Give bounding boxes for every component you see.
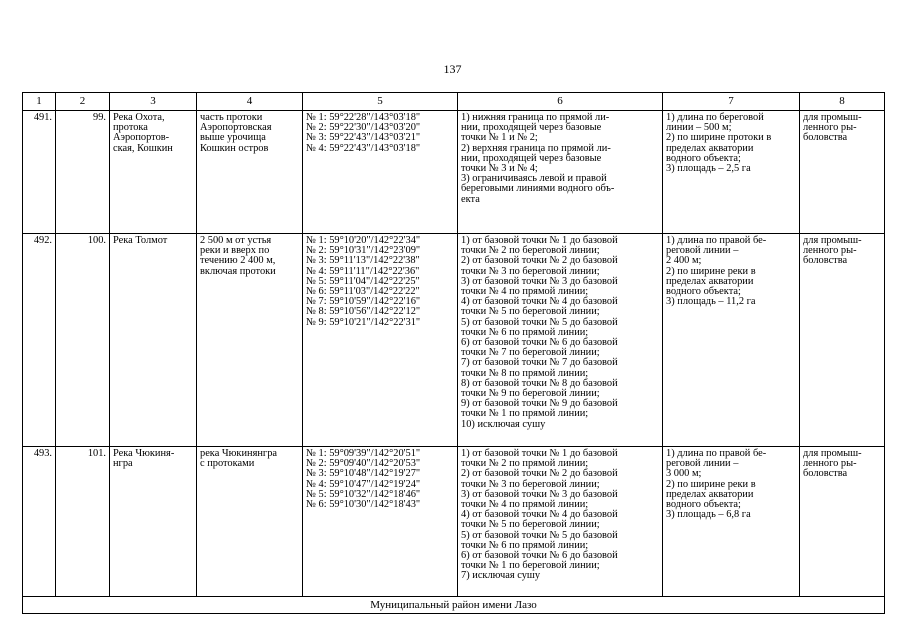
- table-row: [23, 111, 885, 234]
- cell-name-line: Аэропортов-: [113, 132, 170, 144]
- cell-boundaries-line: 5) от базовой точки № 5 до базовой: [461, 529, 618, 541]
- cell-size-line: 1) длина по правой бе-: [666, 448, 767, 459]
- cell-sub-no: 101.: [56, 447, 110, 597]
- cell-coordinates-line: № 3: 59°10'48"/142°19'27": [306, 468, 421, 480]
- cell-boundaries: [458, 447, 663, 597]
- cell-purpose: [800, 111, 885, 234]
- cell-size-line: 1) длина по береговой: [666, 112, 764, 123]
- cell-boundaries-line: 1) от базовой точки № 1 до базовой: [461, 448, 618, 459]
- cell-boundaries-line: 6) от базовой точки № 6 до базовой: [461, 550, 618, 562]
- cell-boundaries-line: точки № 3 по береговой линии;: [461, 478, 600, 490]
- cell-coordinates-line: № 5: 59°11'04"/142°22'25": [306, 275, 420, 287]
- cell-boundaries-line: 4) от базовой точки № 4 до базовой: [461, 509, 618, 521]
- cell-coordinates-line: № 9: 59°10'21"/142°22'31": [306, 316, 421, 328]
- cell-name: [110, 111, 197, 234]
- table-row: [23, 447, 885, 597]
- cell-name-line: Река Толмот: [113, 235, 168, 246]
- cell-location: [197, 447, 303, 597]
- column-header-1: 1: [23, 93, 56, 111]
- cell-size-line: 3) площадь – 2,5 га: [666, 163, 751, 175]
- cell-name-line: Река Охота,: [113, 112, 165, 123]
- cell-boundaries-line: 4) от базовой точки № 4 до базовой: [461, 296, 618, 308]
- cell-size-line: 2 400 м;: [666, 255, 702, 267]
- cell-boundaries-line: 2) от базовой точки № 2 до базовой: [461, 468, 618, 480]
- cell-size: [663, 234, 800, 447]
- cell-boundaries-line: точки № 7 по береговой линии;: [461, 347, 600, 359]
- cell-size-line: реговой линии –: [666, 245, 739, 257]
- cell-purpose-line: для промыш-: [803, 235, 862, 246]
- cell-name: [110, 447, 197, 597]
- cell-coordinates-line: № 1: 59°22'28"/143°03'18": [306, 112, 421, 123]
- cell-purpose-line: боловства: [803, 255, 848, 267]
- cell-boundaries-line: точки № 5 по береговой линии;: [461, 306, 600, 318]
- cell-boundaries-line: точки № 9 по береговой линии;: [461, 388, 600, 400]
- cell-purpose-line: ленного ры-: [803, 122, 857, 134]
- cell-coordinates: [303, 111, 458, 234]
- column-header-5: 5: [303, 93, 458, 111]
- cell-no: 493.: [23, 447, 56, 597]
- cell-coordinates-line: № 3: 59°11'13"/142°22'38": [306, 255, 420, 267]
- cell-location-line: с протоками: [200, 458, 255, 470]
- cell-coordinates-line: № 2: 59°09'40"/142°20'53": [306, 458, 421, 470]
- cell-coordinates-line: № 2: 59°22'30"/143°03'20": [306, 122, 421, 134]
- cell-location: [197, 234, 303, 447]
- cell-boundaries-line: 9) от базовой точки № 9 до базовой: [461, 398, 618, 410]
- cell-purpose-line: ленного ры-: [803, 245, 857, 257]
- cell-size-line: 3) площадь – 11,2 га: [666, 296, 756, 308]
- cell-coordinates-line: № 4: 59°10'47"/142°19'24": [306, 478, 421, 490]
- cell-size-line: 3 000 м;: [666, 468, 702, 480]
- cell-boundaries-line: точки № 1 по береговой линии;: [461, 560, 600, 572]
- cell-size-line: водного объекта;: [666, 152, 741, 164]
- cell-name-line: нгра: [113, 458, 133, 470]
- cell-name: [110, 234, 197, 447]
- cell-coordinates: [303, 234, 458, 447]
- cell-boundaries-line: 1) от базовой точки № 1 до базовой: [461, 235, 618, 246]
- cell-size-line: 3) площадь – 6,8 га: [666, 509, 751, 521]
- cell-boundaries-line: 7) от базовой точки № 7 до базовой: [461, 357, 618, 369]
- cell-boundaries-line: 3) от базовой точки № 3 до базовой: [461, 275, 618, 287]
- cell-location-line: включая протоки: [200, 265, 276, 277]
- cell-location-line: 2 500 м от устья: [200, 235, 272, 246]
- cell-boundaries-line: точки № 2 по береговой линии;: [461, 245, 600, 257]
- cell-purpose: [800, 447, 885, 597]
- cell-boundaries-line: 2) верхняя граница по прямой ли-: [461, 142, 611, 154]
- cell-location: [197, 111, 303, 234]
- cell-name-line: Река Чюкиня-: [113, 448, 175, 459]
- cell-coordinates-line: № 4: 59°11'11"/142°22'36": [306, 265, 420, 277]
- cell-boundaries-line: нии, проходящей через базовые: [461, 122, 602, 134]
- cell-no: 492.: [23, 234, 56, 447]
- cell-boundaries-line: екта: [461, 193, 480, 205]
- column-header-3: 3: [110, 93, 197, 111]
- cell-location-line: выше урочища: [200, 132, 266, 144]
- cell-boundaries-line: точки № 6 по прямой линии;: [461, 326, 589, 338]
- cell-sub-no: 100.: [56, 234, 110, 447]
- cell-size-line: пределах акватории: [666, 142, 754, 154]
- cell-boundaries-line: нии, проходящей через базовые: [461, 152, 602, 164]
- cell-boundaries-line: точки № 4 по прямой линии;: [461, 286, 589, 298]
- table-row: [23, 234, 885, 447]
- cell-size-line: 2) по ширине реки в: [666, 265, 756, 277]
- cell-purpose: [800, 234, 885, 447]
- column-header-2: 2: [56, 93, 110, 111]
- cell-boundaries-line: точки № 5 по береговой линии;: [461, 519, 600, 531]
- cell-location-line: течению 2 400 м,: [200, 255, 276, 267]
- cell-boundaries-line: точки № 1 и № 2;: [461, 132, 538, 144]
- cell-coordinates-line: № 4: 59°22'43"/143°03'18": [306, 142, 421, 154]
- cell-boundaries-line: береговыми линиями водного объ-: [461, 183, 615, 195]
- cell-boundaries-line: 7) исключая сушу: [461, 570, 541, 582]
- cell-size: [663, 111, 800, 234]
- cell-location-line: река Чюкинянгра: [200, 448, 278, 459]
- cell-boundaries-line: 6) от базовой точки № 6 до базовой: [461, 337, 618, 349]
- cell-boundaries-line: точки № 8 по прямой линии;: [461, 367, 589, 379]
- cell-boundaries-line: точки № 4 по прямой линии;: [461, 499, 589, 511]
- cell-size-line: водного объекта;: [666, 499, 741, 511]
- cell-coordinates-line: № 5: 59°10'32"/142°18'46": [306, 488, 421, 500]
- cell-name-line: протока: [113, 122, 148, 134]
- cell-purpose-line: ленного ры-: [803, 458, 857, 470]
- cell-size: [663, 447, 800, 597]
- cell-location-line: часть протоки: [200, 112, 263, 123]
- cell-coordinates-line: № 6: 59°11'03"/142°22'22": [306, 286, 420, 298]
- cell-boundaries-line: точки № 1 по прямой линии;: [461, 408, 589, 420]
- cell-boundaries-line: 5) от базовой точки № 5 до базовой: [461, 316, 618, 328]
- cell-size-line: 2) по ширине реки в: [666, 478, 756, 490]
- cell-coordinates: [303, 447, 458, 597]
- cell-coordinates-line: № 3: 59°22'43"/143°03'21": [306, 132, 421, 144]
- cell-location-line: Кошкин остров: [200, 142, 269, 154]
- cell-boundaries-line: точки № 6 по прямой линии;: [461, 539, 589, 551]
- cell-size-line: 1) длина по правой бе-: [666, 235, 767, 246]
- column-header-6: 6: [458, 93, 663, 111]
- cell-boundaries-line: 10) исключая сушу: [461, 418, 546, 430]
- cell-location-line: Аэропортовская: [200, 122, 272, 134]
- page-number: 137: [443, 62, 462, 76]
- district-heading: Муниципальный район имени Лазо: [23, 597, 885, 614]
- cell-purpose-line: боловства: [803, 468, 848, 480]
- cell-coordinates-line: № 6: 59°10'30"/142°18'43": [306, 499, 421, 511]
- cell-size-line: линии – 500 м;: [666, 122, 732, 134]
- cell-sub-no: 99.: [56, 111, 110, 234]
- column-header-4: 4: [197, 93, 303, 111]
- cell-location-line: реки и вверх по: [200, 245, 270, 257]
- cell-boundaries-line: 1) нижняя граница по прямой ли-: [461, 112, 610, 123]
- cell-coordinates-line: № 8: 59°10'56"/142°22'12": [306, 306, 421, 318]
- column-header-8: 8: [800, 93, 885, 111]
- cell-boundaries: [458, 234, 663, 447]
- cell-coordinates-line: № 1: 59°10'20"/142°22'34": [306, 235, 421, 246]
- cell-boundaries: [458, 111, 663, 234]
- cell-size-line: 2) по ширине протоки в: [666, 132, 772, 144]
- cell-purpose-line: для промыш-: [803, 112, 862, 123]
- cell-boundaries-line: 3) от базовой точки № 3 до базовой: [461, 488, 618, 500]
- cell-purpose-line: боловства: [803, 132, 848, 144]
- cell-coordinates-line: № 2: 59°10'31"/142°23'09": [306, 245, 421, 257]
- cell-size-line: реговой линии –: [666, 458, 739, 470]
- fishing-areas-table: [22, 92, 885, 614]
- cell-name-line: ская, Кошкин: [113, 142, 173, 154]
- column-header-7: 7: [663, 93, 800, 111]
- cell-boundaries-line: точки № 2 по прямой линии;: [461, 458, 589, 470]
- cell-boundaries-line: 8) от базовой точки № 8 до базовой: [461, 377, 618, 389]
- cell-boundaries-line: точки № 3 по береговой линии;: [461, 265, 600, 277]
- cell-size-line: пределах акватории: [666, 275, 754, 287]
- cell-boundaries-line: 2) от базовой точки № 2 до базовой: [461, 255, 618, 267]
- footer-row: [23, 597, 885, 614]
- cell-size-line: пределах акватории: [666, 488, 754, 500]
- cell-coordinates-line: № 1: 59°09'39"/142°20'51": [306, 448, 421, 459]
- cell-no: 491.: [23, 111, 56, 234]
- cell-boundaries-line: точки № 3 и № 4;: [461, 163, 538, 175]
- cell-purpose-line: для промыш-: [803, 448, 862, 459]
- column-number-row: [23, 93, 885, 111]
- cell-boundaries-line: 3) ограничиваясь левой и правой: [461, 173, 607, 185]
- cell-coordinates-line: № 7: 59°10'59"/142°22'16": [306, 296, 421, 308]
- cell-size-line: водного объекта;: [666, 286, 741, 298]
